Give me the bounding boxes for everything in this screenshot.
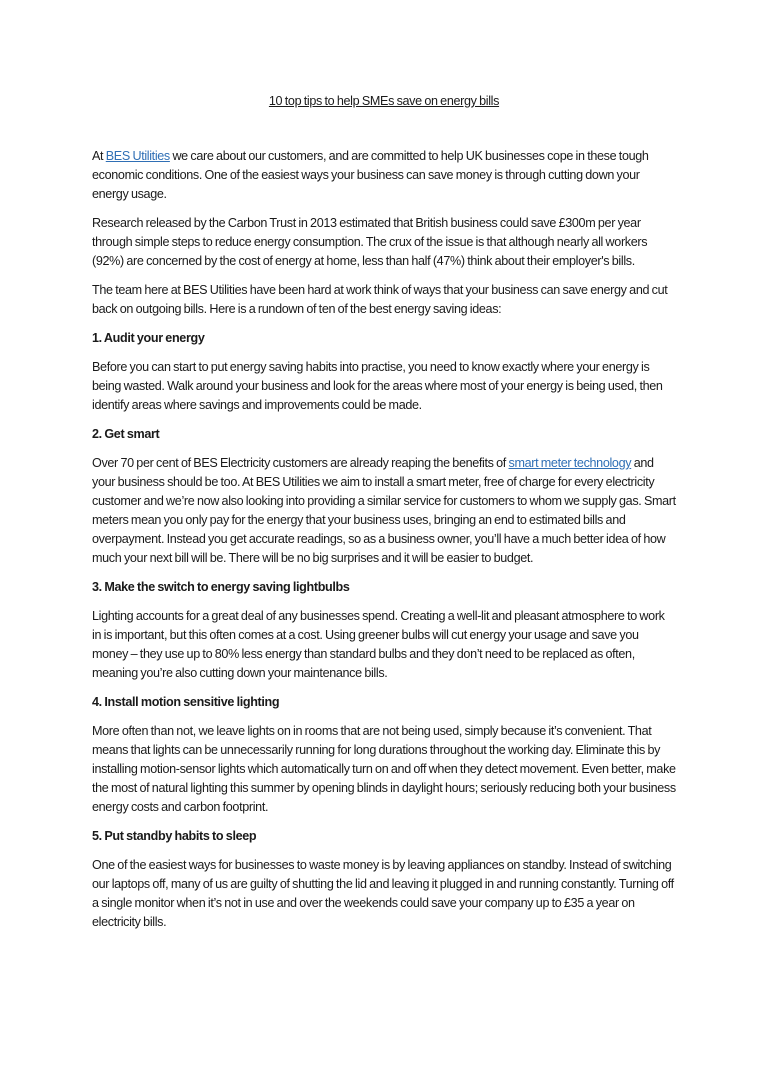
tip-2-heading: 2. Get smart — [92, 427, 160, 441]
tip-3-body: Lighting accounts for a great deal of any businesses spend. Creating a well-lit and pleasant atmosphere to work in is important, but this often comes at a cost. Using greener bulbs will cut energy your usage and save you money – they use up to 80% less energy than standard bulbs and they don’t need to be replaced as often, meaning you’re also cutting down your maintenance bills. — [92, 609, 665, 680]
tip-4-body: More often than not, we leave lights on in rooms that are not being used, simply because it’s convenient. That means that lights can be unnecessarily running for long durations throughout the working day. Eliminate this by installing motion-sensor lights which automatically turn on and off when they detect movement. Even better, make the most of natural lighting this summer by opening blinds in daylight hours; seriously reducing both your business energy costs and carbon footprint. — [92, 724, 676, 814]
research-paragraph: Research released by the Carbon Trust in 2013 estimated that British business could save £300m per year through simple steps to reduce energy consumption. The crux of the issue is that although nearly all workers (92%) are concerned by the cost of energy at home, less than half (47%) think about their employer's bills. — [92, 216, 648, 268]
bes-utilities-link[interactable]: BES Utilities — [105, 149, 170, 163]
intro-post-link: we care about our customers, and are committed to help UK businesses cope in these tough economic conditions. One of the easiest ways your business can save money is through cutting down your energy usage. — [92, 149, 649, 201]
document-title: 10 top tips to help SMEs save on energy bills — [268, 94, 500, 108]
tip-3-heading: 3. Make the switch to energy saving lightbulbs — [92, 580, 350, 594]
tip-4-heading: 4. Install motion sensitive lighting — [92, 695, 280, 709]
team-paragraph: The team here at BES Utilities have been hard at work think of ways that your business can save energy and cut back on outgoing bills. Here is a rundown of ten of the best energy saving ideas: — [92, 283, 668, 316]
intro-pre-link: At — [92, 149, 106, 163]
tip-2-pre-link: Over 70 per cent of BES Electricity customers are already reaping the benefits of — [92, 456, 509, 470]
tip-5-heading: 5. Put standby habits to sleep — [92, 829, 257, 843]
intro-paragraph — [92, 147, 676, 204]
tip-1-heading: 1. Audit your energy — [92, 331, 205, 345]
tip-1-body: Before you can start to put energy saving habits into practise, you need to know exactly where your energy is being wasted. Walk around your business and look for the areas where most of your energy is being used, then identify areas where savings and improvements could be made. — [92, 360, 663, 412]
tip-2-post-link: and your business should be too. At BES Utilities we aim to install a smart meter, free of charge for every electricity customer and we’re now also looking into providing a similar service for customers to whom we supply gas. Smart meters mean you only pay for the energy that your business uses, bringing an end to estimated bills and overpayment. Instead you get accurate readings, so as a business owner, you’ll have a much better idea of how much your next bill will be. There will be no big surprises and it will be easier to budget. — [92, 456, 676, 565]
document-page — [92, 92, 676, 942]
smart-meter-technology-link[interactable]: smart meter technology — [508, 456, 632, 470]
tip-5-body: One of the easiest ways for businesses to waste money is by leaving appliances on standby. Instead of switching our laptops off, many of us are guilty of shutting the lid and leaving it plugged in and running constantly. Turning off a single monitor when it’s not in use and over the weekends could save your company up to £35 a year on electricity bills. — [92, 858, 674, 929]
tip-2-body — [92, 454, 676, 568]
